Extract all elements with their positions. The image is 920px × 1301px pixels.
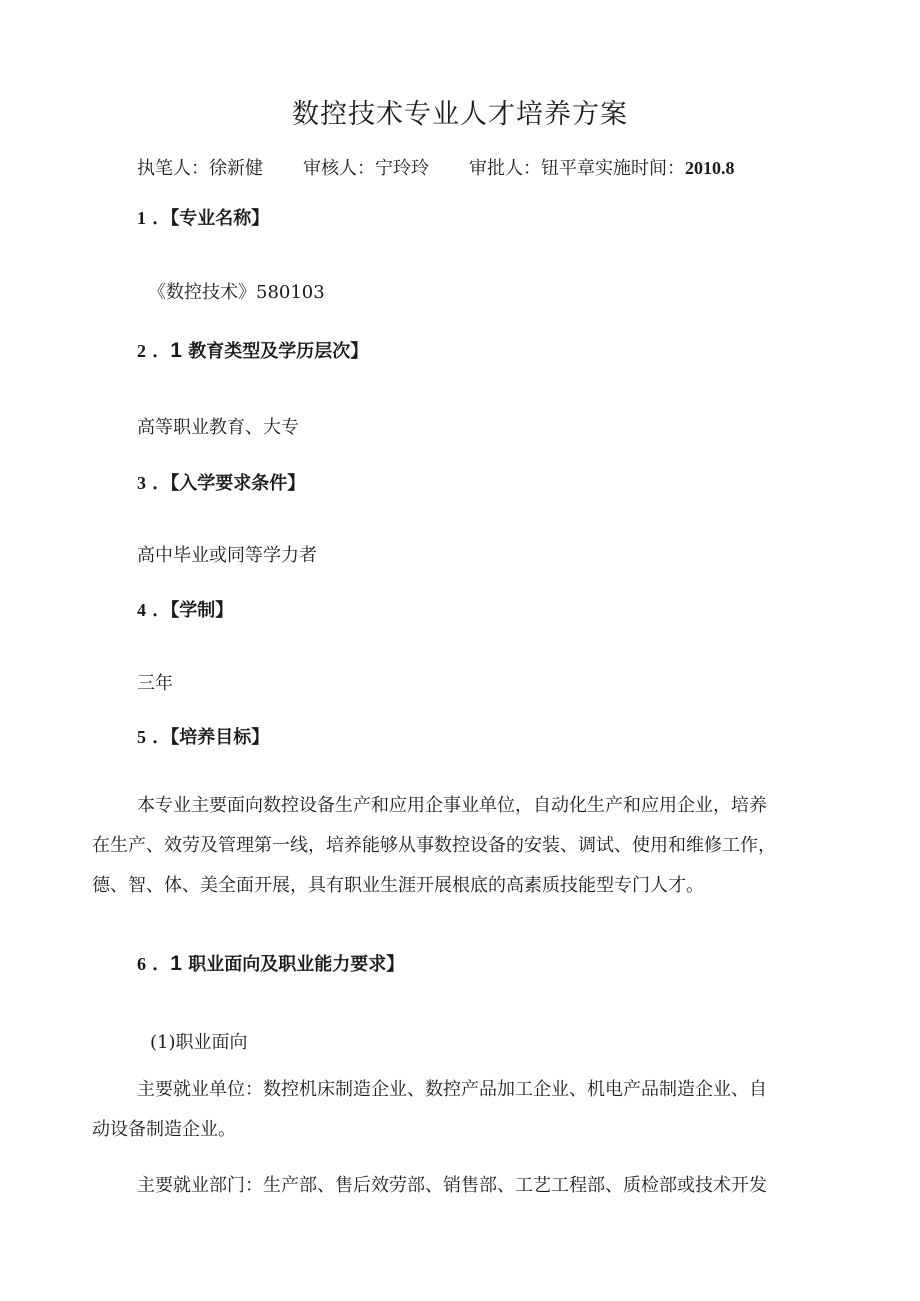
- section-number: 4: [137, 600, 146, 620]
- section-label: 【学制】: [170, 600, 234, 621]
- writer-label: 执笔人：徐新健: [137, 158, 263, 179]
- section-content-2: 高等职业教育、大专: [137, 417, 299, 438]
- section-label: 教育类型及学历层次】: [188, 341, 369, 362]
- section-label: 【培养目标】: [170, 727, 270, 748]
- employment-departments-paragraph: [92, 1166, 842, 1206]
- section-heading-1: [137, 204, 269, 230]
- section-separator: ．: [152, 208, 171, 229]
- paragraph-line: 本专业主要面向数控设备生产和应用企事业单位，自动化生产和应用企业，培养: [137, 795, 767, 816]
- section-label: 【专业名称】: [170, 208, 270, 229]
- section-heading-3: [137, 469, 305, 495]
- paragraph-line: 德、智、体、美全面开展，具有职业生涯开展根底的高素质技能型专门人才。: [92, 875, 704, 896]
- section-content-4: 三年: [137, 673, 173, 694]
- section-separator: ．: [152, 727, 171, 748]
- section-number: 2: [137, 341, 146, 361]
- section-number: 3: [137, 473, 146, 493]
- section-number: 6: [137, 954, 146, 974]
- sub-heading-career-orientation: (1)职业面向: [150, 1032, 248, 1053]
- section-heading-5: [137, 723, 269, 749]
- section-separator: ．: [152, 954, 171, 975]
- paragraph-line: 主要就业单位：数控机床制造企业、数控产品加工企业、机电产品制造企业、自: [137, 1079, 767, 1100]
- section-label: 【入学要求条件】: [170, 473, 306, 494]
- section-number: 5: [137, 727, 146, 747]
- employment-units-paragraph: [92, 1070, 842, 1150]
- implementation-date: 2010.8: [685, 158, 735, 178]
- section-subnumber: 1: [170, 952, 182, 975]
- training-goal-paragraph: [92, 786, 842, 906]
- author-line: [137, 154, 735, 180]
- section-heading-4: [137, 596, 233, 622]
- paragraph-line: 主要就业部门：生产部、售后效劳部、销售部、工艺工程部、质检部或技术开发: [137, 1175, 767, 1196]
- section-content-1: 《数控技术》580103: [148, 282, 325, 303]
- paragraph-line: 在生产、效劳及管理第一线，培养能够从事数控设备的安装、调试、使用和维修工作，: [92, 835, 776, 856]
- page-title: 数控技术专业人才培养方案: [292, 99, 628, 130]
- paragraph-line: 动设备制造企业。: [92, 1119, 236, 1140]
- section-separator: ．: [152, 341, 171, 362]
- approver-label: 审批人：钮平章实施时间：: [469, 158, 685, 179]
- section-heading-2: [137, 337, 368, 363]
- section-heading-6: [137, 950, 404, 976]
- section-label: 职业面向及职业能力要求】: [188, 954, 405, 975]
- section-subnumber: 1: [170, 339, 182, 362]
- reviewer-label: 审核人：宁玲玲: [303, 158, 429, 179]
- section-separator: ．: [152, 473, 171, 494]
- section-number: 1: [137, 208, 146, 228]
- section-content-3: 高中毕业或同等学力者: [137, 545, 317, 566]
- section-separator: ．: [152, 600, 171, 621]
